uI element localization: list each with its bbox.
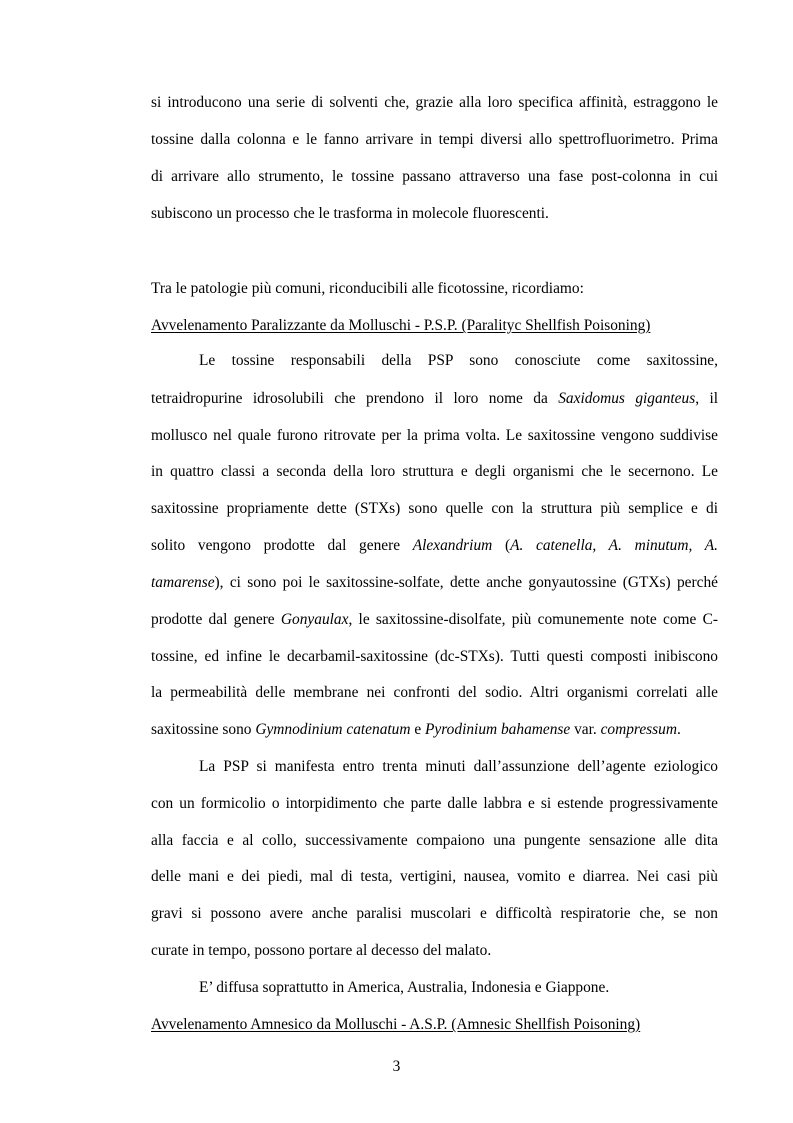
text-line: Tra le patologie più comuni, riconducibili alle ficotossine, ricordiamo: xyxy=(151,280,584,297)
text-line: in quattro classi a seconda della loro struttura e degli organismi che le secernono. Le xyxy=(151,463,718,480)
text-line: prodotte dal genere Gonyaulax, le saxitossine-disolfate, più comunemente note come C- xyxy=(151,611,718,628)
text-line: delle mani e dei piedi, mal di testa, vertigini, nausea, vomito e diarrea. Nei casi più xyxy=(151,868,718,885)
text-line: la permeabilità delle membrane nei confronti del sodio. Altri organismi correlati alle xyxy=(151,684,718,701)
text-line: La PSP si manifesta entro trenta minuti dall’assunzione dell’agente eziologico xyxy=(199,758,718,775)
text-line: di arrivare allo strumento, le tossine passano attraverso una fase post-colonna in cui xyxy=(151,168,718,185)
text-line: alla faccia e al collo, successivamente compaiono una pungente sensazione alle dita xyxy=(151,832,718,849)
text-line: tossine dalla colonna e le fanno arrivare in tempi diversi allo spettrofluorimetro. Prima xyxy=(151,131,718,148)
text-line: tossine, ed infine le decarbamil-saxitossine (dc-STXs). Tutti questi composti inibiscono xyxy=(151,648,718,665)
text-line: gravi si possono avere anche paralisi muscolari e difficoltà respiratorie che, se non xyxy=(151,905,718,922)
text-line: E’ diffusa soprattutto in America, Australia, Indonesia e Giappone. xyxy=(199,979,610,996)
text-line: saxitossine sono Gymnodinium catenatum e Pyrodinium bahamense var. compressum. xyxy=(151,721,681,738)
text-line: tetraidropurine idrosolubili che prendono il loro nome da Saxidomus giganteus, il xyxy=(151,390,718,407)
text-line: mollusco nel quale furono ritrovate per la prima volta. Le saxitossine vengono suddivise xyxy=(151,427,718,444)
section-heading-psp: Avvelenamento Paralizzante da Molluschi - P.S.P. (Paralityc Shellfish Poisoning) xyxy=(151,317,651,334)
section-heading-asp: Avvelenamento Amnesico da Molluschi - A.S.P. (Amnesic Shellfish Poisoning) xyxy=(151,1016,641,1033)
page-number: 3 xyxy=(392,1058,401,1075)
text-line: subiscono un processo che le trasforma in molecole fluorescenti. xyxy=(151,205,549,222)
text-line: tamarense), ci sono poi le saxitossine-solfate, dette anche gonyautossine (GTXs) perché xyxy=(151,574,718,591)
text-line: solito vengono prodotte dal genere Alexandrium (A. catenella, A. minutum, A. xyxy=(151,537,718,554)
text-line: curate in tempo, possono portare al decesso del malato. xyxy=(151,942,492,959)
text-line: Le tossine responsabili della PSP sono conosciute come saxitossine, xyxy=(199,352,718,369)
text-line: si introducono una serie di solventi che, grazie alla loro specifica affinità, estraggono le xyxy=(151,94,718,111)
text-line: saxitossine propriamente dette (STXs) sono quelle con la struttura più semplice e di xyxy=(151,500,718,517)
text-line: con un formicolio o intorpidimento che parte dalle labbra e si estende progressivamente xyxy=(151,795,718,812)
